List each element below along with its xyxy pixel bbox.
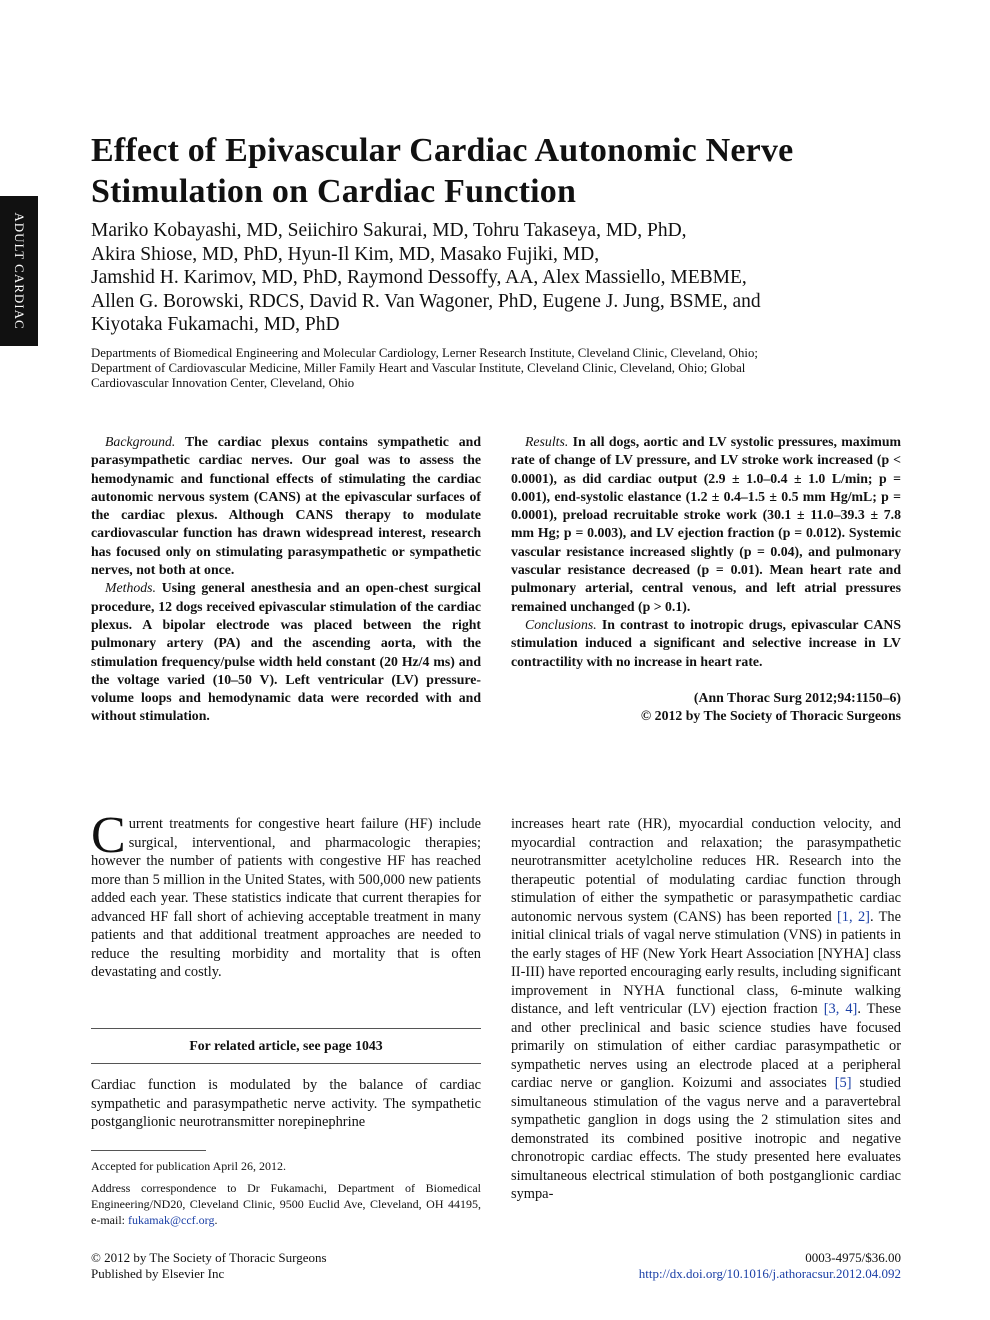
affiliation-line: Cardiovascular Innovation Center, Cleveland, Ohio xyxy=(91,376,355,391)
article-title xyxy=(91,130,891,212)
section-tab-label: ADULT CARDIAC xyxy=(12,212,27,330)
affiliation-line: Departments of Biomedical Engineering and Molecular Cardiology, Lerner Research Institute, Cleveland Clinic, Cleveland, Ohio; xyxy=(91,346,758,360)
abstract-conclusions xyxy=(511,616,901,671)
correspondence-note xyxy=(91,1180,481,1228)
footnotes xyxy=(91,1158,481,1234)
author-line: Kiyotaka Fukamachi, MD, PhD xyxy=(91,314,340,335)
reference-link[interactable]: [5] xyxy=(834,1075,852,1091)
title-line: Stimulation on Cardiac Function xyxy=(91,173,577,210)
right-text-2: . The initial clinical trials of vagal nerve stimulation (VNS) in patients in the early stages of HF (New York Heart Association [NYHA] class II-III) have reported encouraging early results, including significant improvement in NYHA functional class, 6-minute walking distance, and left ventricular (LV) ejection fraction xyxy=(511,908,902,1017)
results-text: In all dogs, aortic and LV systolic pressures, maximum rate of change of LV pressure, and LV stroke work increased (p < 0.0001), as did cardiac output (2.9 ± 1.0–0.4 ± 1.0 L/min; p = 0.001), end-systolic elastance (1.2 ± 0.4–1.5 ± 0.5 mm Hg/mL; p = 0.0001), preload recruitable stroke work (30.1 ± 11.0–39.3 ± 7.8 mm Hg; p = 0.003), and LV ejection fraction (p = 0.012). Systemic vascular resistance increased slightly (p = 0.04), and pulmonary vascular resistance decreased (p = 0.01). Mean heart rate and pulmonary arterial, central venous, and left atrial pressures remained unchanged (p > 0.1). xyxy=(511,434,901,614)
accepted-note xyxy=(91,1158,481,1174)
title-line: Effect of Epivascular Cardiac Autonomic Nerve xyxy=(91,132,794,169)
author-line: Jamshid H. Karimov, MD, PhD, Raymond Dessoffy, AA, Alex Massiello, MEBME, xyxy=(91,267,747,288)
affiliations xyxy=(91,346,911,392)
background-heading: Background. xyxy=(105,434,176,449)
left-continued-text: Cardiac function is modulated by the balance of cardiac sympathetic and parasympathetic nerve activity. The sympathetic postganglionic neurotransmitter norepinephrine xyxy=(91,1077,481,1130)
footer-right xyxy=(639,1250,901,1282)
abstract-background xyxy=(91,433,481,579)
author-line: Mariko Kobayashi, MD, Seiichiro Sakurai, MD, Tohru Takaseya, MD, PhD, xyxy=(91,220,687,241)
abstract-left-column xyxy=(91,433,481,726)
abstract-copyright: © 2012 by The Society of Thoracic Surgeons xyxy=(640,708,901,724)
results-heading: Results. xyxy=(525,434,569,449)
abstract-results xyxy=(511,433,901,616)
conclusions-text: In contrast to inotropic drugs, epivascular CANS stimulation induced a significant and selective increase in LV contractility with no increase in heart rate. xyxy=(511,616,902,669)
body-left-column xyxy=(91,807,481,982)
author-line: Allen G. Borowski, RDCS, David R. Van Wagoner, PhD, Eugene J. Jung, BSME, and xyxy=(91,290,761,312)
doi-link[interactable]: http://dx.doi.org/10.1016/j.athoracsur.2012.04.092 xyxy=(638,1266,901,1281)
related-article-box xyxy=(91,1028,481,1064)
abstract-right-column xyxy=(511,433,901,725)
methods-text: Using general anesthesia and an open-chest surgical procedure, 12 dogs received epivascular stimulation of the cardiac plexus. A bipolar electrode was placed between the right pulmonary artery (PA) and the ascending aorta, with the stimulation frequency/pulse width held constant (20 Hz/4 ms) and the voltage varied (10–50 V). Left ventricular (LV) pressure-volume loops and hemodynamic data were recorded with and without stimulation. xyxy=(91,580,481,724)
reference-link[interactable]: [1, 2] xyxy=(837,908,870,925)
accepted-text: Accepted for publication April 26, 2012. xyxy=(91,1159,286,1173)
methods-heading: Methods. xyxy=(105,580,156,596)
section-tab xyxy=(0,196,38,346)
background-text: The cardiac plexus contains sympathetic and parasympathetic cardiac nerves. Our goal was to assess the hemodynamic and functional effects of stimulating the cardiac autonomic nervous system (CANS) at the epivascular surfaces of the cardiac plexus. Although CANS therapy to modulate cardiovascular function has drawn widespread interest, research has focused only on stimulating parasympathetic or sympathetic nerves, not both at once. xyxy=(91,434,481,578)
reference-link[interactable]: [3, 4] xyxy=(823,1001,858,1017)
author-line: Akira Shiose, MD, PhD, Hyun-Il Kim, MD, Masako Fujiki, MD, xyxy=(91,243,600,265)
footer-copyright: © 2012 by The Society of Thoracic Surgeons xyxy=(91,1250,327,1265)
citation-text: (Ann Thorac Surg 2012;94:1150–6) xyxy=(693,689,901,705)
left-continued-paragraph xyxy=(91,1076,481,1132)
issn-price: 0003-4975/$36.00 xyxy=(805,1250,901,1265)
footer-left xyxy=(91,1250,327,1282)
right-text-3: . These and other preclinical and basic science studies have focused primarily on stimulation of either cardiac parasympathetic or sympathetic nerves using an electrode placed at a peripheral cardiac nerve or ganglion. Koizumi and associates xyxy=(511,1001,902,1091)
body-right-column xyxy=(511,815,901,1204)
right-text-1: increases heart rate (HR), myocardial conduction velocity, and myocardial contraction and relaxation; the parasympathetic neurotransmitter acetylcholine reduces HR. Research into the therapeutic potential of modulating cardiac function through stimulation of either the sympathetic or parasympathetic cardiac autonomic nervous system (CANS) has been reported xyxy=(511,816,901,925)
right-paragraph xyxy=(511,815,901,1204)
drop-cap: C xyxy=(91,807,126,864)
author-list xyxy=(91,219,911,337)
conclusions-heading: Conclusions. xyxy=(525,616,597,632)
affiliation-line: Department of Cardiovascular Medicine, Miller Family Heart and Vascular Institute, Cleveland Clinic, Cleveland, Ohio; Global xyxy=(91,361,746,376)
email-link[interactable]: fukamak@ccf.org xyxy=(127,1213,215,1227)
abstract-methods xyxy=(91,579,481,725)
address-end: . xyxy=(214,1213,218,1227)
address-text: Address correspondence to Dr Fukamachi, Department of Biomedical Engineering/ND20, Cleveland Clinic, 9500 Euclid Ave, Cleveland, OH 44195, e-mail: xyxy=(91,1181,481,1227)
footnote-divider xyxy=(91,1150,206,1151)
right-text-4: studied simultaneous stimulation of the vagus nerve and a paravertebral sympathetic ganglion in dogs using the 2 stimulation sites and demonstrated its combined positive inotropic and negative chronotropic cardiac effects. The study presented here evaluates simultaneous electrical stimulation of both postganglionic cardiac sympa- xyxy=(511,1075,901,1202)
intro-text: urrent treatments for congestive heart failure (HF) include surgical, interventional, and pharmacologic therapies; however the number of patients with congestive HF has reached more than 5 million in the United States, with 500,000 new patients added each year. These statistics indicate that current therapies for advanced HF fall short of achieving acceptable treatment in many patients and that additional treatment approaches are needed to reduce the resulting morbidity and mortality that is often devastating and costly. xyxy=(91,816,481,980)
footer-publisher: Published by Elsevier Inc xyxy=(91,1266,225,1281)
intro-paragraph xyxy=(91,807,481,982)
journal-citation xyxy=(511,689,901,726)
related-article-link[interactable]: For related article, see page 1043 xyxy=(189,1038,383,1053)
